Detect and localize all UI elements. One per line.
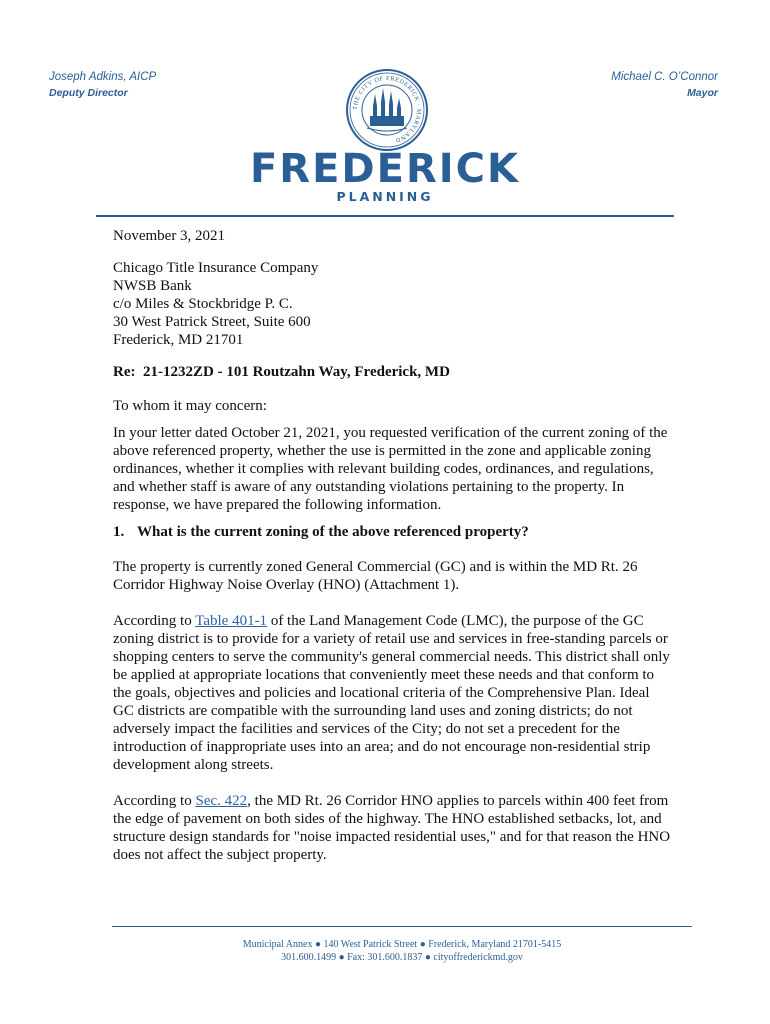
- salutation: To whom it may concern:: [113, 398, 267, 414]
- sec-422-link[interactable]: Sec. 422: [195, 793, 248, 809]
- deputy-director-name: Joseph Adkins, AICP: [49, 71, 157, 83]
- intro-paragraph: In your letter dated October 21, 2021, you requested verification of the current zoning of the above referenced property, whether the use is permitted in the zone and applicable zoning ordinances, whether it complies with relevant building codes, ordinances, and regulations, and whether staff is aware of any outstanding violations pertaining to the property. In response, we have prepared the following information.: [113, 425, 668, 513]
- hno-paragraph: [113, 792, 673, 864]
- planning-wordmark: PLANNING: [336, 189, 434, 204]
- subject-line: Re: 21-1232ZD - 101 Routzahn Way, Frederick, MD: [113, 364, 450, 380]
- question-heading: [113, 523, 673, 541]
- seal-text: THE CITY OF FREDERICK · MARYLAND: [351, 74, 423, 144]
- letter-body: [113, 227, 673, 882]
- recipient-address: [113, 259, 673, 349]
- address-line: Frederick, MD 21701: [113, 332, 244, 348]
- paragraph-text: According to: [113, 793, 196, 809]
- address-line: c/o Miles & Stockbridge P. C.: [113, 296, 293, 312]
- table-401-1-link[interactable]: Table 401-1: [195, 613, 268, 629]
- question-number: 1.: [113, 524, 125, 540]
- mayor-name: Michael C. O’Connor: [611, 71, 718, 83]
- header-left: [49, 69, 156, 101]
- mayor-title: Mayor: [687, 87, 718, 99]
- question-text: What is the current zoning of the above referenced property?: [137, 524, 529, 540]
- address-line: NWSB Bank: [113, 278, 192, 294]
- frederick-wordmark: FREDERICK: [249, 146, 520, 192]
- city-seal-logo: [345, 68, 429, 152]
- deputy-director-title: Deputy Director: [49, 87, 128, 99]
- header-divider: [96, 215, 674, 217]
- address-line: Chicago Title Insurance Company: [113, 260, 319, 276]
- paragraph-text: of the Land Management Code (LMC), the purpose of the GC zoning district is to provide for a variety of retail use and services in free-standing parcels or shopping centers to serve the community's general commercial needs. This district shall only be applied at appropriate locations that conveniently meet these needs and that conform to the goals, objectives and policies and locational criteria of the Comprehensive Plan. Ideal GC districts are compatible with the surrounding land uses and zoning districts; do not adversely impact the facilities and services of the City; do not set a precedent for the introduction of inappropriate uses into an area; and do not encourage non-residential strip development along streets.: [113, 613, 670, 773]
- zoning-paragraph: The property is currently zoned General Commercial (GC) and is within the MD Rt. 26 Corridor Highway Noise Overlay (HNO) (Attachment 1).: [113, 559, 638, 593]
- letter-date: November 3, 2021: [113, 228, 226, 244]
- footer-address: Municipal Annex ● 140 West Patrick Street ● Frederick, Maryland 21701-5415: [242, 939, 562, 950]
- gc-purpose-paragraph: [113, 612, 673, 774]
- address-line: 30 West Patrick Street, Suite 600: [113, 314, 311, 330]
- header-right: [611, 69, 718, 101]
- paragraph-text: According to: [113, 613, 196, 629]
- footer-divider: [112, 926, 692, 927]
- paragraph-text: , the MD Rt. 26 Corridor HNO applies to parcels within 400 feet from the edge of pavement on both sides of the highway. The HNO established setbacks, lot, and structure design standards for "noise impacted residential uses," and for that reason the HNO does not affect the subject property.: [113, 793, 671, 863]
- footer-contact: 301.600.1499 ● Fax: 301.600.1837 ● cityoffrederickmd.gov: [281, 952, 523, 963]
- footer: [112, 938, 692, 964]
